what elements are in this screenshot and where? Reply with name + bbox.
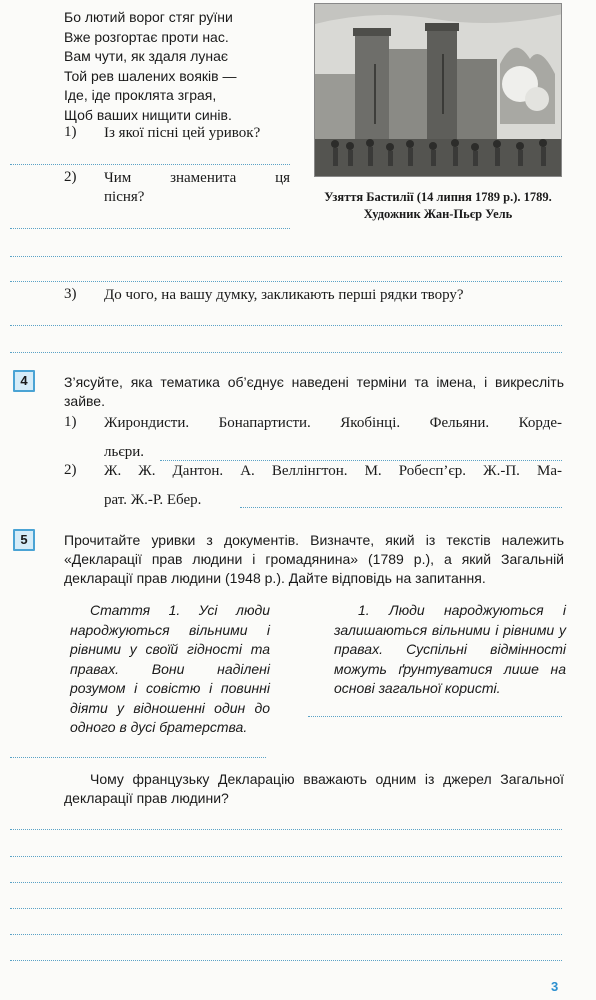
item-number: 1) bbox=[64, 414, 77, 430]
question-text: До чого, на вашу думку, закликають перші рядки твору? bbox=[104, 287, 464, 303]
task-prompt: З’ясуйте, яка тематика об’єднує наведені терміни та імена, і викресліть зайве. bbox=[64, 374, 564, 409]
poem-line: Вам чути, як здаля лунає bbox=[64, 48, 229, 64]
answer-line[interactable] bbox=[308, 716, 562, 717]
answer-line[interactable] bbox=[10, 856, 562, 857]
answer-line[interactable] bbox=[160, 460, 562, 461]
document-excerpt-2: 1. Люди народжуються і залишаються вільними і рівними у правах. Суспільні відмінності можуть ґрунтуватися лише на основі загальної користі. bbox=[334, 602, 566, 696]
picture-caption: Узяття Бастилії (14 липня 1789 р.). 1789. Художник Жан-Пьєр Уель bbox=[324, 190, 552, 221]
answer-line[interactable] bbox=[10, 829, 562, 830]
poem-line: Бо лютий ворог стяг руїни bbox=[64, 9, 233, 25]
item-text-continued: рат. Ж.-Р. Ебер. bbox=[104, 492, 202, 508]
task-number-badge: 4 bbox=[13, 370, 35, 392]
item-number: 2) bbox=[64, 462, 77, 478]
poem-line: Щоб ваших нищити синів. bbox=[64, 106, 232, 123]
answer-line[interactable] bbox=[10, 352, 562, 353]
answer-line[interactable] bbox=[10, 281, 562, 282]
answer-line[interactable] bbox=[10, 164, 290, 165]
answer-line[interactable] bbox=[10, 882, 562, 883]
item-text: Жирондисти. Бонапартисти. Якобінці. Фельяни. Корде- bbox=[104, 415, 562, 431]
task-question: Чому французьку Декларацію вважають одним із джерел Загальної декларації прав людини? bbox=[64, 771, 564, 806]
question-number: 3) bbox=[64, 286, 77, 302]
document-excerpt-1: Стаття 1. Усі люди народжуються вільними і рівними у своїй гідності та правах. Вони наділені розумом і совістю і повинні діяти у відношенні один до одного в дусі братерства. bbox=[70, 602, 270, 735]
answer-line[interactable] bbox=[10, 960, 562, 961]
page-number: 3 bbox=[551, 979, 559, 994]
question-text: Із якої пісні цей уривок? bbox=[104, 125, 261, 141]
answer-line[interactable] bbox=[10, 908, 562, 909]
item-text-continued: льєри. bbox=[104, 444, 145, 460]
poem-line: Той рев шалених вояків — bbox=[64, 67, 237, 84]
task-number-badge: 5 bbox=[13, 529, 35, 551]
answer-line[interactable] bbox=[10, 325, 562, 326]
poem-excerpt bbox=[64, 8, 236, 125]
answer-line[interactable] bbox=[10, 228, 290, 229]
engraving-illustration bbox=[315, 4, 562, 177]
answer-line[interactable] bbox=[10, 256, 562, 257]
answer-line[interactable] bbox=[10, 934, 562, 935]
answer-line[interactable] bbox=[10, 757, 266, 758]
question-text: Чим знаменита ця пісня? bbox=[104, 170, 290, 205]
storming-of-bastille-engraving bbox=[314, 3, 562, 177]
question-number: 2) bbox=[64, 169, 77, 185]
poem-line: Вже розгортає проти нас. bbox=[64, 28, 229, 45]
item-text: Ж. Ж. Дантон. А. Веллінгтон. М. Робесп’єр. Ж.-П. Ма- bbox=[104, 463, 562, 479]
task-prompt: Прочитайте уривки з документів. Визначте, який із текстів належить «Декларації прав людини і громадянина» (1789 р.), а який Загальній декларації прав людини (1948 р.). Дайте відповідь на запитання. bbox=[64, 532, 564, 586]
poem-line: Іде, іде проклята зграя, bbox=[64, 87, 217, 103]
question-number: 1) bbox=[64, 124, 77, 140]
answer-line[interactable] bbox=[240, 507, 562, 508]
